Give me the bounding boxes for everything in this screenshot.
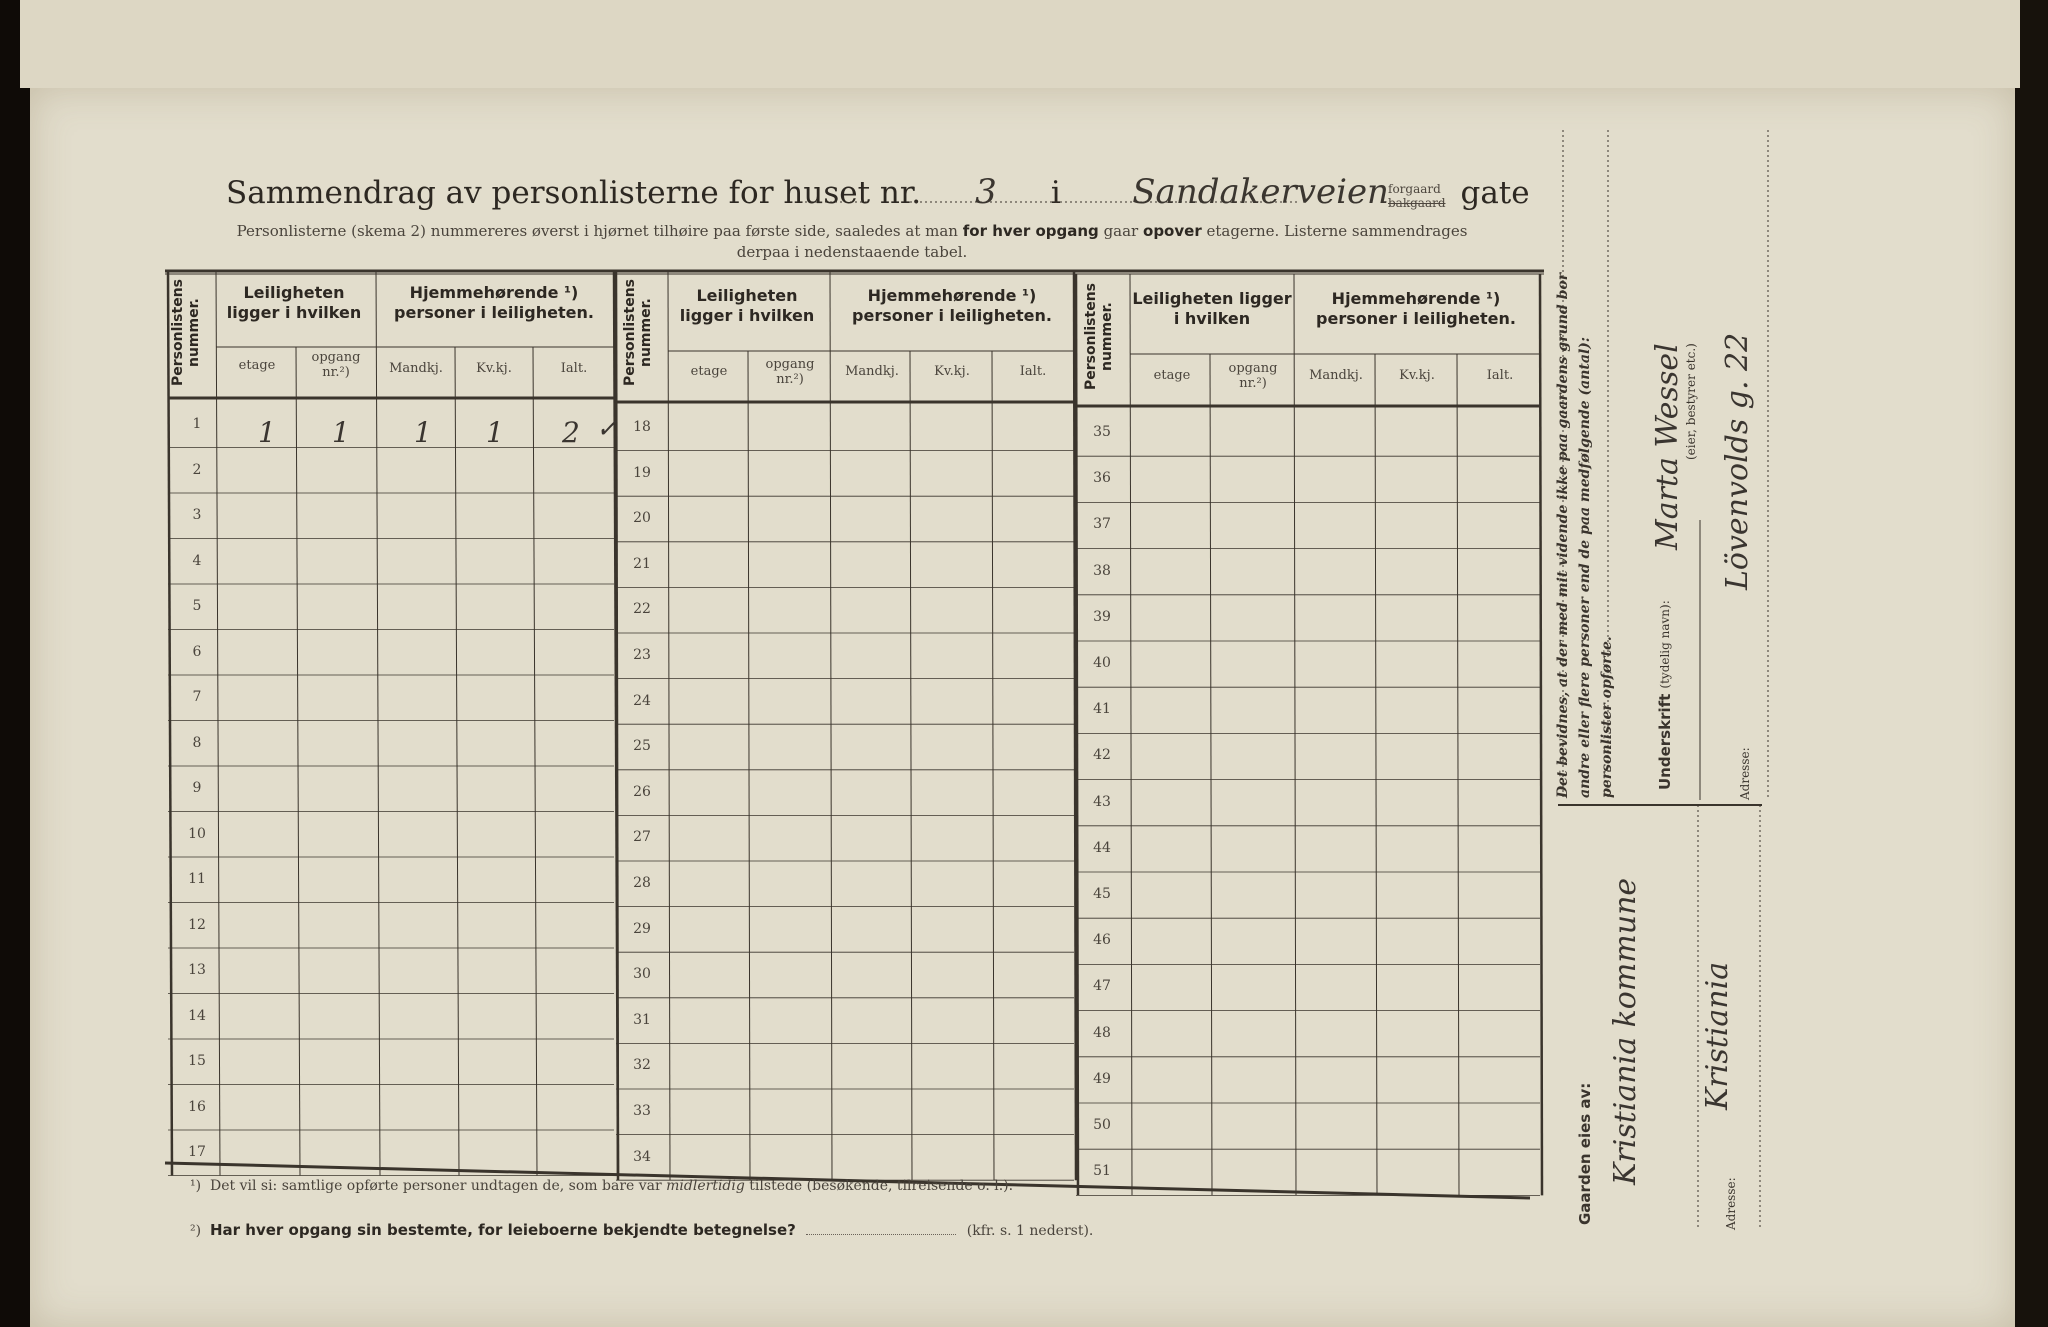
row-number: 18 xyxy=(633,419,651,435)
header-total-1: Ialt. xyxy=(560,361,588,376)
row-number: 26 xyxy=(633,783,651,800)
column-line xyxy=(168,272,172,1176)
instructions-bold-b: opover xyxy=(1143,222,1202,240)
instructions-bold-a: for hver opgang xyxy=(962,222,1099,240)
entry-row1-kvkj: 1 xyxy=(486,416,504,449)
row-number: 3 xyxy=(192,507,202,523)
signature-label: Underskrift xyxy=(1656,693,1674,790)
row-number: 21 xyxy=(633,555,651,572)
column-line xyxy=(533,347,537,1176)
owner-address-value: Kristiania xyxy=(1700,961,1735,1110)
column-line xyxy=(1210,354,1212,1195)
header-person-no-1: Personlistens nummer. xyxy=(170,279,202,387)
instructions-text-c: etagerne. Listerne sammendrages xyxy=(1206,222,1468,240)
declaration-line-1: Det bevidnes, at der med mit vidende ikke paa gaardens grund bor xyxy=(1555,272,1571,798)
street-name: Sandakerveien xyxy=(1132,172,1389,212)
row-number: 20 xyxy=(633,510,651,527)
entry-row1-mandkj: 1 xyxy=(414,416,432,449)
row-number: 36 xyxy=(1093,470,1111,487)
column-line xyxy=(455,347,459,1176)
column-line xyxy=(216,272,220,1176)
column-line xyxy=(668,272,670,1180)
row-number: 4 xyxy=(192,552,202,569)
row-number: 43 xyxy=(1093,793,1111,810)
row-number: 1 xyxy=(192,416,202,432)
row-number: 10 xyxy=(188,825,206,842)
header-men-3: Mandkj. xyxy=(1309,368,1363,383)
header-women-3: Kv.kj. xyxy=(1399,368,1435,383)
row-number: 12 xyxy=(188,916,206,933)
header-men-1: Mandkj. xyxy=(389,361,443,376)
row-number: 35 xyxy=(1093,424,1111,440)
instructions-text-b: gaar xyxy=(1103,222,1139,240)
row-number: 40 xyxy=(1093,655,1111,671)
row-number: 7 xyxy=(192,689,202,705)
footnote-1-text-b: tilstede (besøkende, tilreisende o. l.). xyxy=(749,1178,1014,1194)
tick-mark-icon: ✓ xyxy=(596,414,618,444)
header-women-2: Kv.kj. xyxy=(934,364,970,379)
signature-hint: (tydelig navn): xyxy=(1658,600,1672,689)
header-total-3: Ialt. xyxy=(1486,368,1514,383)
column-line xyxy=(910,351,912,1180)
column-line xyxy=(748,351,750,1180)
row-number: 13 xyxy=(188,962,206,978)
declaration-text xyxy=(1552,128,1632,798)
header-apartment-3: Leiligheten ligger i hvilken xyxy=(1132,289,1292,328)
row-number: 24 xyxy=(633,692,651,709)
row-number: 11 xyxy=(188,871,206,887)
row-number: 47 xyxy=(1093,978,1111,995)
title-i: i xyxy=(1050,175,1061,211)
column-line xyxy=(376,272,380,1176)
column-line xyxy=(830,272,832,1180)
title-prefix: Sammendrag av personlisterne for huset nr. xyxy=(226,175,922,211)
owner-value: Kristiania kommune xyxy=(1608,877,1643,1185)
row-number: 39 xyxy=(1093,608,1111,625)
footnote-1-mark: ¹) xyxy=(190,1178,202,1194)
signature-name: Marta Wessel xyxy=(1650,343,1685,550)
house-number: 3 xyxy=(975,172,997,212)
signature-label-group xyxy=(1655,540,1685,790)
row-number: 48 xyxy=(1093,1024,1111,1041)
address-label: Adresse: xyxy=(1738,747,1752,800)
header-person-no-3: Personlistens nummer. xyxy=(1083,283,1115,391)
row-number: 50 xyxy=(1093,1117,1111,1133)
header-apartment-2: Leiligheten ligger i hvilken xyxy=(679,286,815,325)
header-apartment-1: Leiligheten ligger i hvilken xyxy=(226,283,362,322)
row-number: 15 xyxy=(188,1053,206,1069)
header-floor-3: etage xyxy=(1153,368,1191,383)
footnote-2-mark: ²) xyxy=(190,1223,202,1239)
column-line xyxy=(1457,354,1459,1195)
instructions-line-2: derpaa i nedenstaaende tabel. xyxy=(736,243,968,261)
row-number: 9 xyxy=(192,780,202,796)
header-entrance-3: opgang nr.²) xyxy=(1228,361,1278,391)
entry-row1-opgang: 1 xyxy=(332,416,350,449)
row-number: 46 xyxy=(1093,932,1111,949)
footnote-2 xyxy=(190,1221,1093,1239)
header-residents-3: Hjemmehørende ¹) personer i leiligheten. xyxy=(1316,289,1516,328)
row-number: 49 xyxy=(1093,1070,1111,1087)
row-number: 17 xyxy=(188,1144,206,1160)
row-number: 37 xyxy=(1093,516,1111,533)
entry-row1-ialt: 2 xyxy=(562,416,580,449)
header-men-2: Mandkj. xyxy=(845,364,899,379)
header-residents-1: Hjemmehørende ¹) personer i leiligheten. xyxy=(394,283,594,322)
title-gate: gate xyxy=(1460,175,1530,211)
row-number: 23 xyxy=(633,647,651,663)
row-number: 32 xyxy=(633,1057,651,1074)
row-number: 6 xyxy=(192,643,202,660)
column-line xyxy=(1375,354,1377,1195)
footnote-2-text: Har hver opgang sin bestemte, for leieboerne bekjendte betegnelse? xyxy=(209,1221,796,1239)
instructions-text-a: Personlisterne (skema 2) nummereres øverst i hjørnet tilhøire paa første side, saaledes at man xyxy=(236,222,958,240)
row-number: 33 xyxy=(633,1103,651,1119)
owner-address-label: Adresse: xyxy=(1724,1177,1738,1230)
column-line xyxy=(296,347,300,1176)
header-floor-2: etage xyxy=(690,364,728,379)
row-number: 8 xyxy=(192,734,202,751)
row-number: 19 xyxy=(633,464,651,481)
header-entrance-2: opgang nr.²) xyxy=(765,357,815,387)
row-number: 30 xyxy=(633,966,651,983)
owner-label: Gaarden eies av: xyxy=(1576,1082,1594,1225)
header-floor-1: etage xyxy=(238,358,276,373)
gate-option-bakgaard: bakgaard xyxy=(1388,196,1446,210)
row-number: 41 xyxy=(1093,701,1111,718)
header-person-no-2: Personlistens nummer. xyxy=(622,279,654,387)
column-line xyxy=(1540,274,1542,1195)
header-entrance-1: opgang nr.²) xyxy=(311,350,361,380)
declaration-line-2: andre eller flere personer end de paa medfølgende (antal): xyxy=(1577,336,1593,798)
footnote-1-italic: midlertidig xyxy=(666,1178,745,1194)
row-number: 2 xyxy=(192,461,202,478)
row-number: 42 xyxy=(1093,747,1111,764)
row-number: 44 xyxy=(1093,839,1111,856)
column-line xyxy=(992,351,994,1180)
address-value: Lövenvolds g. 22 xyxy=(1720,332,1755,590)
row-number: 31 xyxy=(633,1011,651,1028)
header-total-2: Ialt. xyxy=(1019,364,1047,379)
gate-option-forgaard: forgaard xyxy=(1388,182,1441,196)
row-number: 28 xyxy=(633,875,651,891)
row-number: 29 xyxy=(633,920,651,937)
row-number: 27 xyxy=(633,829,651,846)
footnote-1 xyxy=(190,1178,1013,1194)
signature-role: (eier, bestyrer etc.) xyxy=(1684,343,1698,460)
row-number: 22 xyxy=(633,601,651,618)
row-number: 45 xyxy=(1093,886,1111,902)
row-number: 5 xyxy=(192,598,202,614)
entry-row1-etage: 1 xyxy=(258,416,276,449)
header-residents-2: Hjemmehørende ¹) personer i leiligheten. xyxy=(852,286,1052,325)
row-number: 16 xyxy=(188,1098,206,1115)
row-number: 34 xyxy=(633,1148,651,1165)
footnote-1-text-a: Det vil si: samtlige opførte personer undtagen de, som bare var xyxy=(209,1178,662,1194)
header-women-1: Kv.kj. xyxy=(476,361,512,376)
row-number: 14 xyxy=(188,1007,206,1024)
row-number: 38 xyxy=(1093,562,1111,579)
row-number: 25 xyxy=(633,738,651,755)
row-number: 51 xyxy=(1093,1163,1111,1180)
declaration-line-3: personlister opførte. xyxy=(1599,636,1615,798)
footnote-2-ref: (kfr. s. 1 nederst). xyxy=(966,1223,1094,1239)
